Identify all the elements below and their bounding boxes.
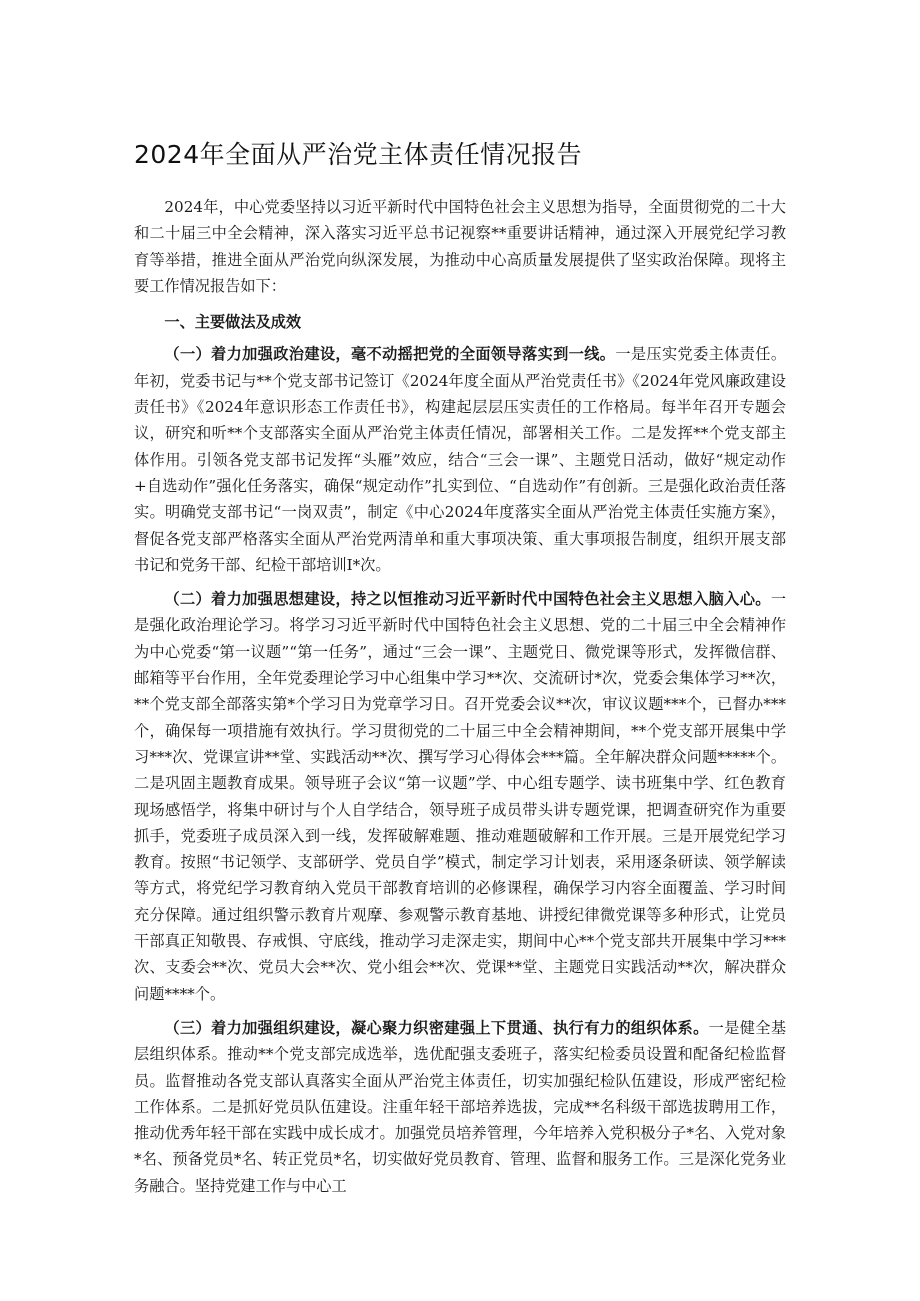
- section-1-lead: （一）着力加强政治建设，毫不动摇把党的全面领导落实到一线。: [164, 345, 616, 364]
- part1-heading: 一、主要做法及成效: [164, 313, 302, 332]
- section-2-lead: （二）着力加强思想建设，持之以恒推动习近平新时代中国特色社会主义思想入脑入心。: [164, 590, 771, 609]
- section-2-body: 一是强化政治理论学习。将学习习近平新时代中国特色社会主义思想、党的二十届三中全会精神作为中心党委“第一议题”“第一任务”，通过“三会一课”、主题党日、微党课等形式，发挥微信群、邮箱等平台作用，全年党委理论学习中心组集中学习**次、交流研讨*次，党委会集体学习**次，**个党支部全部落实第*个学习日为党章学习日。召开党委会议**次，审议议题***个，已督办***个，确保每一项措施有效执行。学习贯彻党的二十届三中全会精神期间，**个党支部开展集中学习***次、党课宣讲**堂、实践活动**次、撰写学习心得体会***篇。全年解决群众问题*****个。二是巩固主题教育成果。领导班子会议“第一议题”学、中心组专题学、读书班集中学、红色教育现场感悟学，将集中研讨与个人自学结合，领导班子成员带头讲专题党课，把调查研究作为重要抓手，党委班子成员深入到一线，发挥破解难题、推动难题破解和工作开展。三是开展党纪学习教育。按照“书记领学、支部研学、党员自学”模式，制定学习计划表，采用逐条研读、领学解读等方式，将党纪学习教育纳入党员干部教育培训的必修课程，确保学习内容全面覆盖、学习时间充分保障。通过组织警示教育片观摩、参观警示教育基地、讲授纪律微党课等多种形式，让党员干部真正知敬畏、存戒惧、守底线，推动学习走深走实，期间中心**个党支部共开展集中学习***次、支委会**次、党员大会**次、党小组会**次、党课**堂、主题党日实践活动**次，解决群众问题****个。: [134, 590, 786, 1003]
- section-1-paragraph: [134, 341, 786, 578]
- section-3-paragraph: [134, 1015, 786, 1199]
- section-1-body: 一是压实党委主体责任。年初，党委书记与**个党支部书记签订《2024年度全面从严治党责任书》《2024年党风廉政建设责任书》《2024年意识形态工作责任书》，构建起层层压实责任的工作格局。每半年召开专题会议，研究和听**个支部落实全面从严治党主体责任情况，部署相关工作。二是发挥**个党支部主体作用。引领各党支部书记发挥“头雁”效应，结合“三会一课”、主题党日活动，做好“规定动作+自选动作”强化任务落实，确保“规定动作”扎实到位、“自选动作”有创新。三是强化政治责任落实。明确党支部书记“一岗双责”，制定《中心2024年度落实全面从严治党主体责任实施方案》，督促各党支部严格落实全面从严治党两清单和重大事项决策、重大事项报告制度，组织开展支部书记和党务干部、纪检干部培训I*次。: [134, 345, 787, 574]
- section-2-paragraph: [134, 586, 786, 1007]
- section-3-lead: （三）着力加强组织建设，凝心聚力织密建强上下贯通、执行有力的组织体系。: [164, 1018, 709, 1037]
- intro-paragraph: 2024年，中心党委坚持以习近平新时代中国特色社会主义思想为指导，全面贯彻党的二十大和二十届三中全会精神，深入落实习近平总书记视察**重要讲话精神，通过深入开展党纪学习教育等举措，推进全面从严治党向纵深发展，为推动中心高质量发展提供了坚实政治保障。现将主要工作情况报告如下：: [134, 198, 786, 295]
- document-title: 2024年全面从严治党主体责任情况报告: [134, 140, 583, 169]
- document-page: [134, 138, 786, 1207]
- section-3-body: 一是健全基层组织体系。推动**个党支部完成选举，选优配强支委班子，落实纪检委员设置和配备纪检监督员。监督推动各党支部认真落实全面从严治党主体责任，切实加强纪检队伍建设，形成严密纪检工作体系。二是抓好党员队伍建设。注重年轻干部培养选拔，完成**名科级干部选拔聘用工作，推动优秀年轻干部在实践中成长成才。加强党员培养管理，今年培养入党积极分子*名、入党对象*名、预备党员*名、转正党员*名，切实做好党员教育、管理、监督和服务工作。三是深化党务业务融合。坚持党建工作与中心工: [134, 1018, 787, 1195]
